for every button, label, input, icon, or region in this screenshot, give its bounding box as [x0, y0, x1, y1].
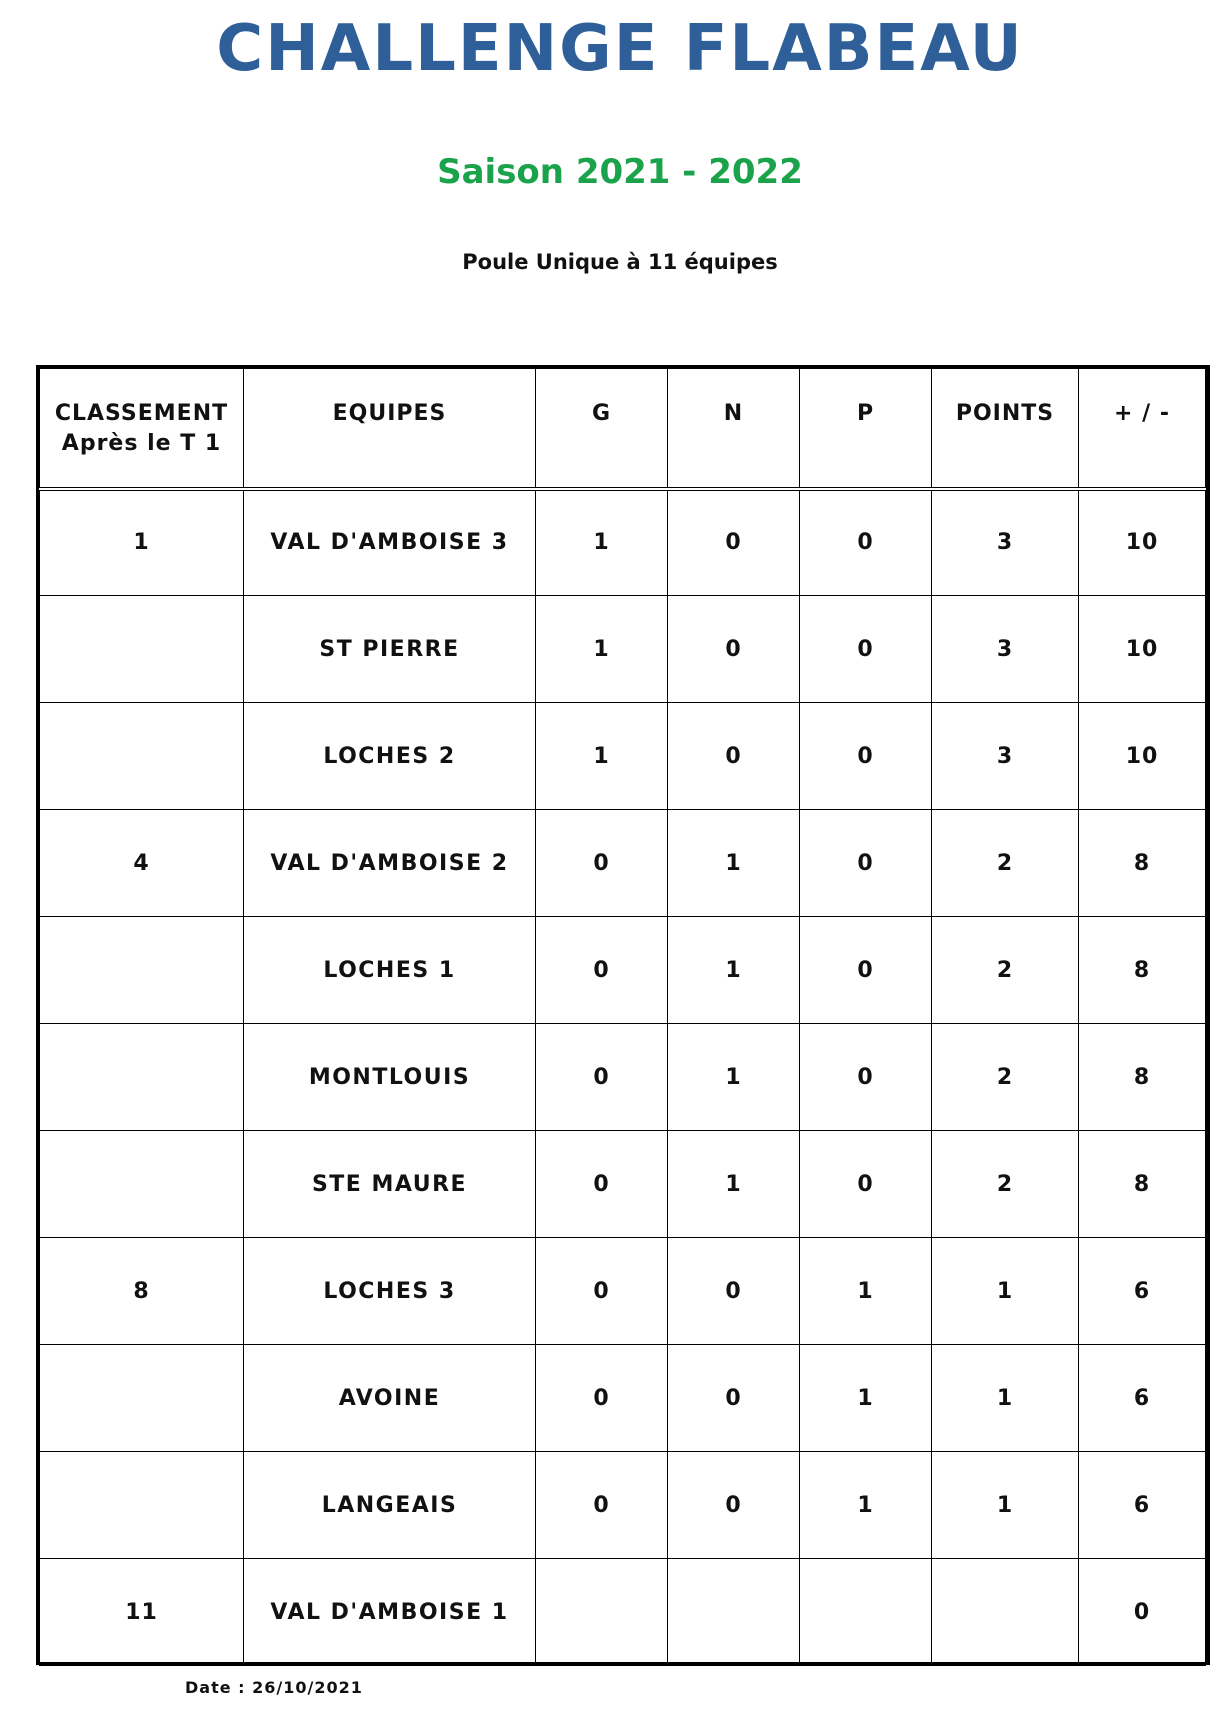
- cell-rank: [40, 703, 244, 810]
- table-row: [40, 1238, 1206, 1345]
- cell-n: 0: [668, 1452, 800, 1559]
- page-title: CHALLENGE FLABEAU: [216, 12, 1024, 86]
- cell-n: [668, 1559, 800, 1666]
- cell-p: [800, 1559, 932, 1666]
- cell-points: 3: [932, 596, 1079, 703]
- cell-rank: [40, 1345, 244, 1452]
- cell-team: LOCHES 3: [244, 1238, 536, 1345]
- standings-table-frame: [36, 365, 1210, 1665]
- cell-points: 1: [932, 1345, 1079, 1452]
- cell-rank: [40, 1131, 244, 1238]
- standings-table: [39, 368, 1206, 1666]
- cell-g: 0: [536, 810, 668, 917]
- cell-team: STE MAURE: [244, 1131, 536, 1238]
- cell-diff: 8: [1079, 1024, 1206, 1131]
- table-row: [40, 917, 1206, 1024]
- cell-points: 1: [932, 1238, 1079, 1345]
- cell-g: 1: [536, 703, 668, 810]
- cell-g: [536, 1559, 668, 1666]
- table-row: [40, 1131, 1206, 1238]
- cell-diff: 10: [1079, 489, 1206, 596]
- cell-diff: 6: [1079, 1345, 1206, 1452]
- cell-points: 1: [932, 1452, 1079, 1559]
- cell-team: VAL D'AMBOISE 1: [244, 1559, 536, 1666]
- header-n: N: [668, 369, 800, 489]
- cell-rank: 11: [40, 1559, 244, 1666]
- header-g: G: [536, 369, 668, 489]
- cell-rank: 1: [40, 489, 244, 596]
- cell-p: 0: [800, 1024, 932, 1131]
- cell-points: 3: [932, 489, 1079, 596]
- cell-g: 0: [536, 1345, 668, 1452]
- cell-points: 2: [932, 810, 1079, 917]
- cell-team: VAL D'AMBOISE 2: [244, 810, 536, 917]
- cell-g: 1: [536, 596, 668, 703]
- cell-points: 2: [932, 1131, 1079, 1238]
- cell-rank: 8: [40, 1238, 244, 1345]
- table-row: [40, 1024, 1206, 1131]
- cell-g: 0: [536, 917, 668, 1024]
- cell-points: 2: [932, 1024, 1079, 1131]
- cell-rank: [40, 1452, 244, 1559]
- table-row: [40, 1345, 1206, 1452]
- cell-diff: 8: [1079, 810, 1206, 917]
- header-rank: [40, 369, 244, 489]
- cell-n: 1: [668, 1024, 800, 1131]
- cell-p: 1: [800, 1238, 932, 1345]
- cell-p: 1: [800, 1452, 932, 1559]
- cell-n: 1: [668, 917, 800, 1024]
- cell-diff: 8: [1079, 917, 1206, 1024]
- cell-team: AVOINE: [244, 1345, 536, 1452]
- pool-description: Poule Unique à 11 équipes: [462, 250, 778, 274]
- table-row: [40, 810, 1206, 917]
- cell-p: 0: [800, 489, 932, 596]
- header-rank-line2: Après le T 1: [61, 431, 222, 456]
- header-rank-line1: CLASSEMENT: [54, 401, 229, 426]
- cell-diff: 6: [1079, 1238, 1206, 1345]
- cell-p: 1: [800, 1345, 932, 1452]
- cell-n: 1: [668, 810, 800, 917]
- cell-n: 0: [668, 1345, 800, 1452]
- cell-g: 0: [536, 1238, 668, 1345]
- cell-diff: 6: [1079, 1452, 1206, 1559]
- cell-team: MONTLOUIS: [244, 1024, 536, 1131]
- cell-diff: 8: [1079, 1131, 1206, 1238]
- cell-p: 0: [800, 810, 932, 917]
- cell-points: 3: [932, 703, 1079, 810]
- cell-p: 0: [800, 596, 932, 703]
- cell-rank: 4: [40, 810, 244, 917]
- cell-diff: 10: [1079, 703, 1206, 810]
- cell-diff: 0: [1079, 1559, 1206, 1666]
- cell-g: 0: [536, 1024, 668, 1131]
- table-row: [40, 703, 1206, 810]
- table-row: [40, 596, 1206, 703]
- cell-rank: [40, 1024, 244, 1131]
- cell-team: LANGEAIS: [244, 1452, 536, 1559]
- cell-team: LOCHES 2: [244, 703, 536, 810]
- cell-points: [932, 1559, 1079, 1666]
- cell-n: 0: [668, 489, 800, 596]
- cell-n: 0: [668, 596, 800, 703]
- header-points: POINTS: [932, 369, 1079, 489]
- cell-team: ST PIERRE: [244, 596, 536, 703]
- cell-team: LOCHES 1: [244, 917, 536, 1024]
- table-row: [40, 1452, 1206, 1559]
- table-row: [40, 1559, 1206, 1666]
- cell-n: 1: [668, 1131, 800, 1238]
- cell-g: 0: [536, 1131, 668, 1238]
- header-team: EQUIPES: [244, 369, 536, 489]
- cell-points: 2: [932, 917, 1079, 1024]
- cell-p: 0: [800, 1131, 932, 1238]
- header-p: P: [800, 369, 932, 489]
- table-row: [40, 489, 1206, 596]
- cell-p: 0: [800, 703, 932, 810]
- cell-rank: [40, 917, 244, 1024]
- cell-rank: [40, 596, 244, 703]
- cell-g: 0: [536, 1452, 668, 1559]
- cell-team: VAL D'AMBOISE 3: [244, 489, 536, 596]
- cell-g: 1: [536, 489, 668, 596]
- season-subtitle: Saison 2021 - 2022: [437, 152, 803, 192]
- document-date: Date : 26/10/2021: [185, 1678, 363, 1697]
- cell-p: 0: [800, 917, 932, 1024]
- cell-n: 0: [668, 1238, 800, 1345]
- cell-n: 0: [668, 703, 800, 810]
- cell-diff: 10: [1079, 596, 1206, 703]
- header-diff: + / -: [1079, 369, 1206, 489]
- table-header-row: [40, 369, 1206, 489]
